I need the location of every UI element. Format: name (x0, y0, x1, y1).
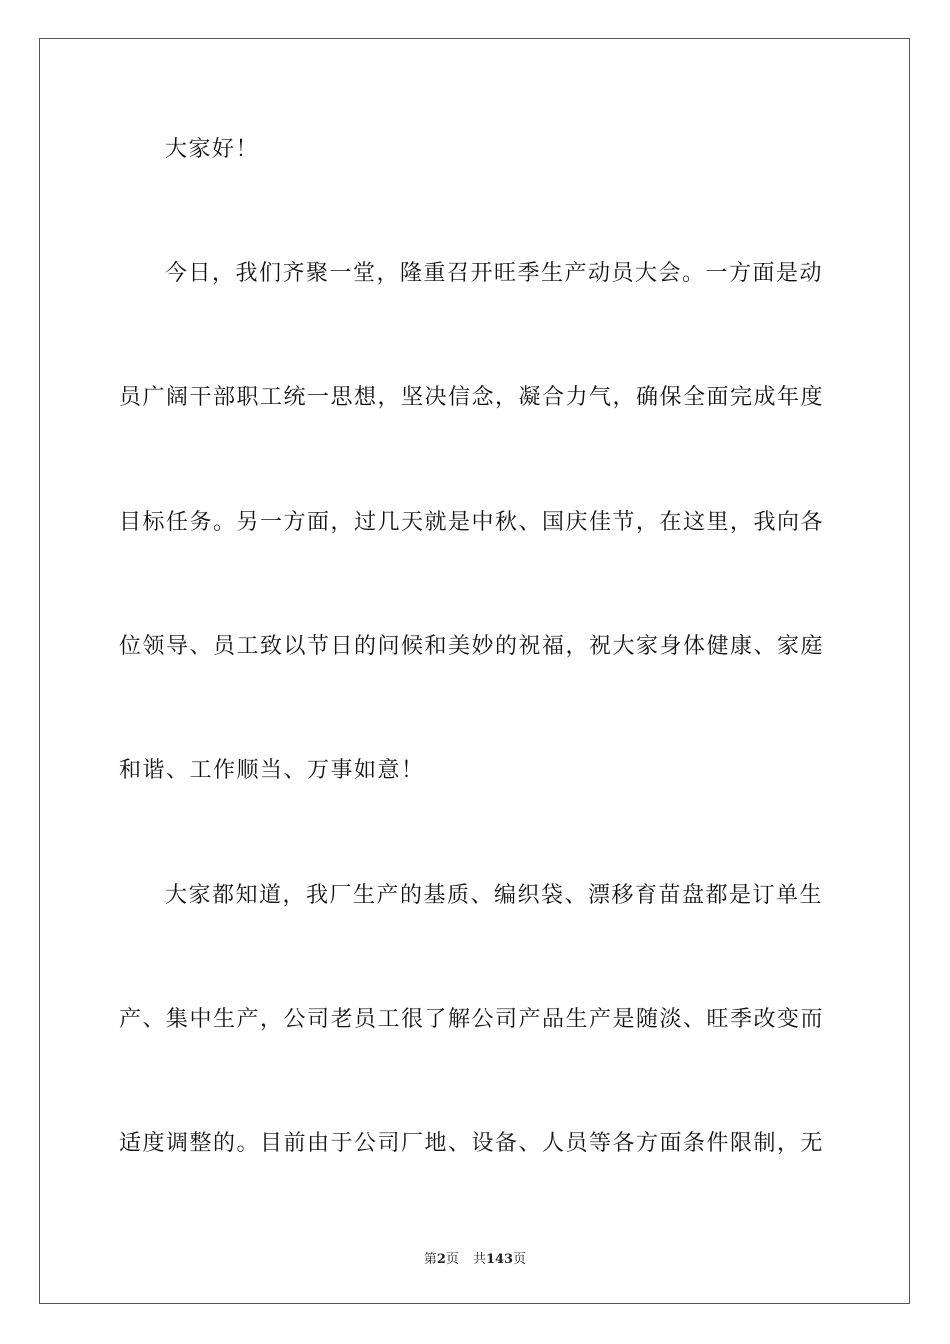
paragraph-line: 今日，我们齐聚一堂，隆重召开旺季生产动员大会。一方面是动 (165, 261, 824, 286)
greeting-line: 大家好！ (165, 137, 260, 162)
paragraph-line: 大家都知道，我厂生产的基质、编织袋、漂移育苗盘都是订单生 (165, 883, 824, 908)
paragraph-line: 目标任务。另一方面，过几天就是中秋、国庆佳节，在这里，我向各 (119, 510, 825, 535)
page-number: 2 (436, 1252, 446, 1267)
paragraph-line: 产、集中生产，公司老员工很了解公司产品生产是随淡、旺季改变而 (119, 1007, 825, 1032)
page-suffix: 页 (445, 1252, 459, 1267)
page-prefix: 第 (423, 1252, 437, 1267)
paragraph-line: 位领导、员工致以节日的问候和美妙的祝福，祝大家身体健康、家庭 (119, 634, 825, 659)
total-suffix: 页 (513, 1252, 527, 1267)
paragraph-line: 和谐、工作顺当、万事如意！ (119, 758, 425, 783)
paragraph-line: 适度调整的。目前由于公司厂地、设备、人员等各方面条件限制，无 (119, 1131, 825, 1156)
page-footer (0, 1248, 950, 1267)
page-border (39, 38, 910, 1304)
paragraph-line: 员广阔干部职工统一思想，坚决信念，凝合力气，确保全面完成年度 (119, 385, 825, 410)
total-pages: 143 (485, 1252, 514, 1267)
total-prefix: 共 (472, 1252, 486, 1267)
